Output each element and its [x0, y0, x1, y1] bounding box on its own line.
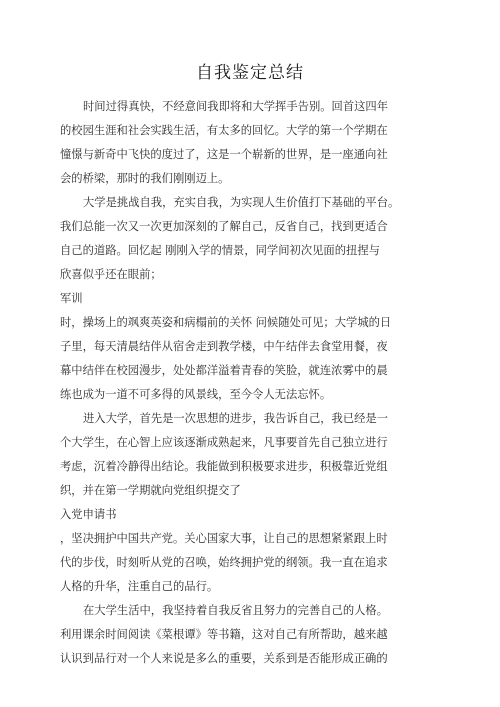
paragraph-line: 我们总能一次又一次更加深刻的了解自己，反省自己，找到更适合	[60, 220, 388, 233]
paragraph-line: 憧憬与新奇中飞快的度过了，这是一个崭新的世界，是一座通向社	[60, 148, 388, 161]
paragraph-line: 认识到品行对一个人来说是多么的重要，关系到是否能形成正确的	[60, 652, 388, 665]
paragraph-line: 欣喜似乎还在眼前；	[60, 268, 162, 281]
paragraph-line: 军训	[60, 292, 83, 305]
paragraph-line: ，坚决拥护中国共产党。关心国家大事，让自己的思想紧紧跟上时	[60, 532, 388, 545]
paragraph-line: 人格的升华，注重自己的品行。	[60, 580, 219, 593]
paragraph-line: 的校园生涯和社会实践生活，有太多的回忆。大学的第一个学期在	[60, 124, 388, 137]
paragraph-line: 个大学生，在心智上应该逐渐成熟起来，凡事要首先自己独立进行	[60, 436, 388, 449]
paragraph-line: 入党申请书	[60, 508, 117, 521]
paragraph-line: 时间过得真快，不经意间我即将和大学挥手告别。回首这四年	[83, 100, 389, 113]
paragraph-line: 会的桥梁，那时的我们刚刚迈上。	[60, 172, 230, 185]
paragraph-line: 考虑，沉着冷静得出结论。我能做到积极要求进步，积极靠近党组	[60, 460, 388, 473]
paragraph-line: 在大学生活中，我坚持着自我反省且努力的完善自己的人格。	[83, 604, 389, 617]
paragraph-line: 大学是挑战自我，充实自我，为实现人生价值打下基础的平台。	[83, 196, 400, 209]
paragraph-line: 进入大学，首先是一次思想的进步，我告诉自己，我已经是一	[83, 412, 389, 425]
paragraph-line: 自己的道路。回忆起 刚刚入学的情景，同学间初次见面的扭捏与	[60, 244, 380, 257]
paragraph-line: 子里，每天清晨结伴从宿舍走到教学楼，中午结伴去食堂用餐，夜	[60, 340, 388, 353]
paragraph-line: 利用课余时间阅读《菜根谭》等书籍，这对自己有所帮助，越来越	[60, 628, 388, 641]
paragraph-line: 练也成为一道不可多得的风景线，至今令人无法忘怀。	[60, 388, 332, 401]
paragraph-line: 织，并在第一学期就向党组织提交了	[60, 484, 241, 497]
paragraph-line: 时，操场上的飒爽英姿和病榻前的关怀 问候随处可见；大学城的日	[60, 316, 392, 329]
document-title: 自我鉴定总结	[196, 63, 304, 83]
paragraph-line: 幕中结伴在校园漫步，处处都洋溢着青春的笑脸，就连浓雾中的晨	[60, 364, 388, 377]
paragraph-line: 代的步伐，时刻听从党的召唤，始终拥护党的纲领。我一直在追求	[60, 556, 388, 569]
